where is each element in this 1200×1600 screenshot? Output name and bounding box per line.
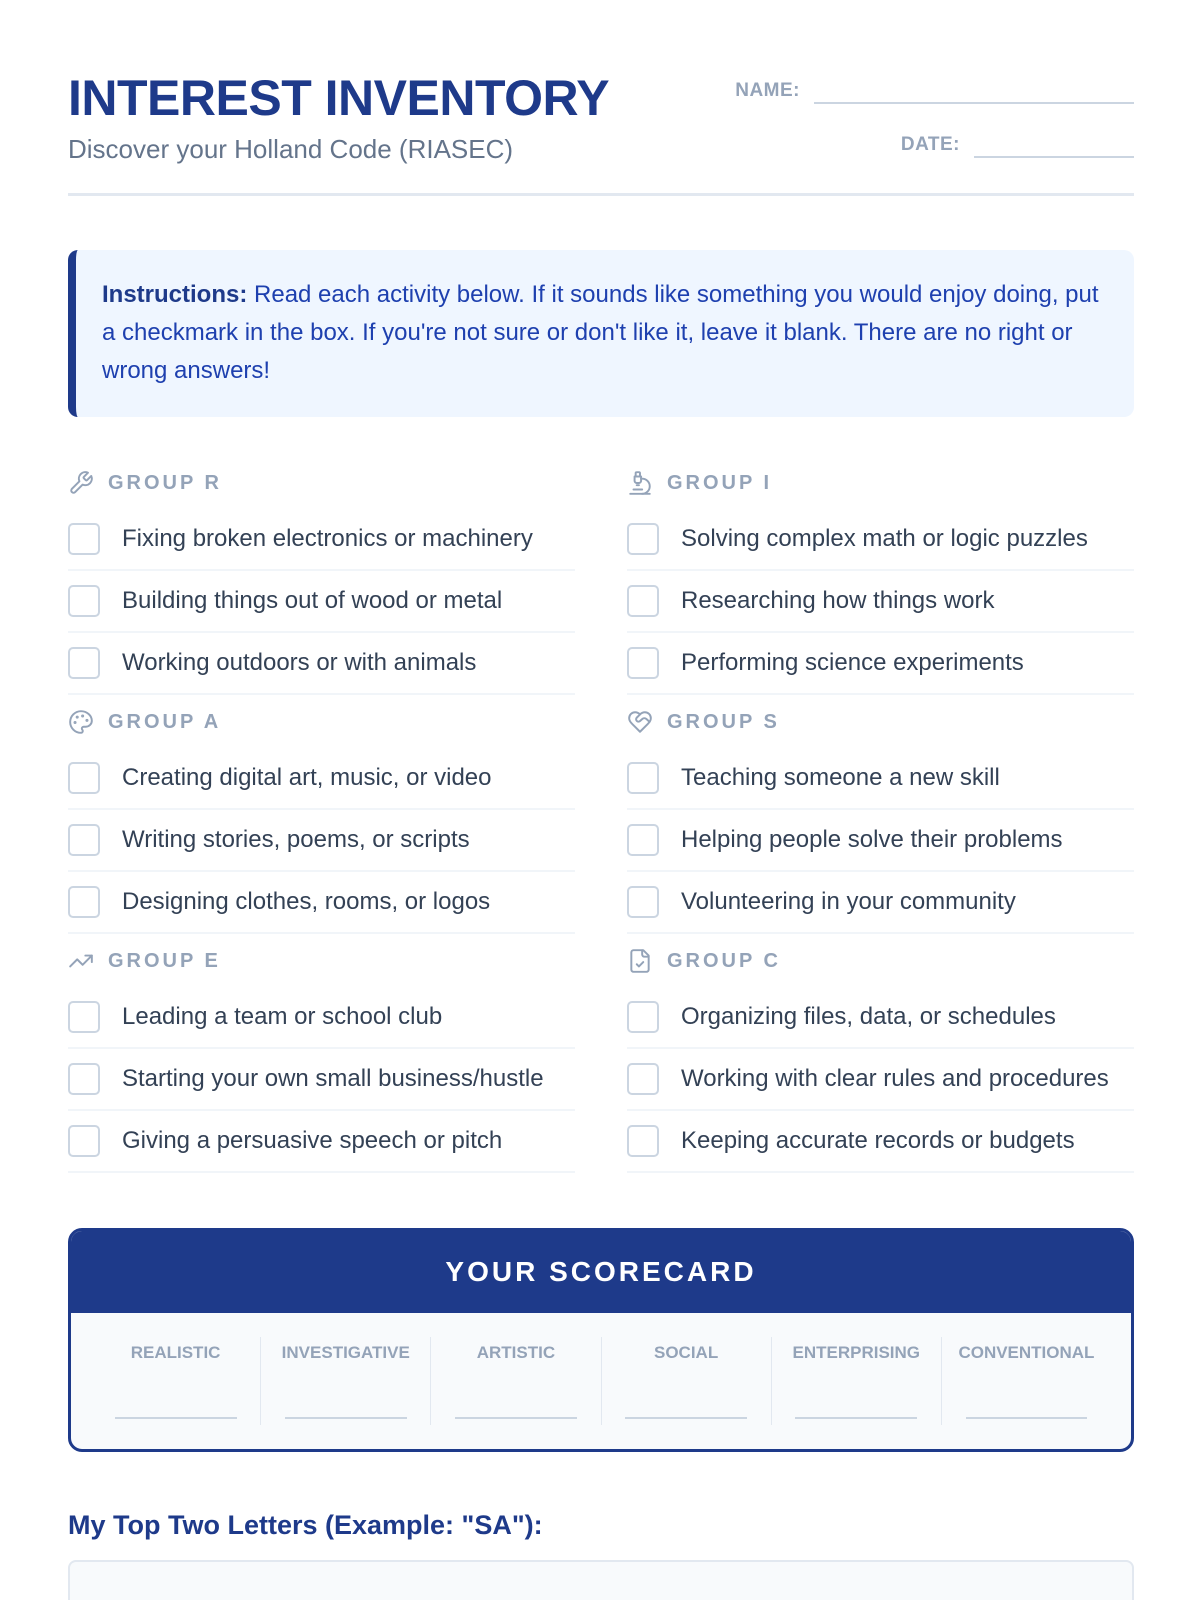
list-item xyxy=(68,872,575,934)
activity-label: Creating digital art, music, or video xyxy=(122,764,492,791)
instructions-lead: Instructions: xyxy=(102,281,248,308)
file-check-icon xyxy=(627,948,653,974)
date-label: DATE: xyxy=(900,134,960,155)
scorecard-row xyxy=(71,1313,1131,1449)
activity-label: Performing science experiments xyxy=(681,649,1024,676)
activity-label: Working outdoors or with animals xyxy=(122,649,477,676)
worksheet-header xyxy=(68,70,1134,196)
score-cell-conventional xyxy=(942,1337,1111,1425)
date-field xyxy=(901,132,1134,158)
heart-handshake-icon xyxy=(627,709,653,735)
top-two-label: My Top Two Letters (Example: "SA"): xyxy=(68,1510,543,1540)
activity-checkbox[interactable] xyxy=(68,824,100,856)
activity-label: Teaching someone a new skill xyxy=(681,764,1000,791)
activity-label: Building things out of wood or metal xyxy=(122,587,503,614)
activity-label: Researching how things work xyxy=(681,587,995,614)
score-input-line[interactable] xyxy=(285,1417,407,1419)
group-title: GROUP R xyxy=(108,471,222,494)
list-item xyxy=(68,748,575,810)
score-cell-enterprising xyxy=(772,1337,942,1425)
list-item xyxy=(627,987,1134,1049)
list-item xyxy=(68,509,575,571)
activity-label: Writing stories, poems, or scripts xyxy=(122,826,470,853)
list-item xyxy=(627,872,1134,934)
list-item xyxy=(68,633,575,695)
activity-checkbox[interactable] xyxy=(627,523,659,555)
group-title: GROUP S xyxy=(667,710,780,733)
score-input-line[interactable] xyxy=(795,1417,917,1419)
score-label: INVESTIGATIVE xyxy=(281,1343,410,1362)
list-item xyxy=(68,1049,575,1111)
activity-label: Keeping accurate records or budgets xyxy=(681,1127,1075,1154)
trending-up-icon xyxy=(68,948,94,974)
group-r xyxy=(68,457,575,695)
activity-label: Leading a team or school club xyxy=(122,1003,443,1030)
activity-checkbox[interactable] xyxy=(68,886,100,918)
score-label: ENTERPRISING xyxy=(792,1343,921,1362)
group-header xyxy=(627,457,1134,509)
group-a xyxy=(68,696,575,934)
group-header xyxy=(68,696,575,748)
group-header xyxy=(627,935,1134,987)
activity-checkbox[interactable] xyxy=(68,1063,100,1095)
list-item xyxy=(627,748,1134,810)
activity-label: Starting your own small business/hustle xyxy=(122,1065,544,1092)
activity-label: Designing clothes, rooms, or logos xyxy=(122,888,491,915)
page-title: INTEREST INVENTORY xyxy=(68,70,610,126)
scorecard-title: YOUR SCORECARD xyxy=(71,1231,1131,1313)
score-cell-artistic xyxy=(431,1337,601,1425)
name-input-line[interactable] xyxy=(814,78,1134,104)
activity-checkbox[interactable] xyxy=(68,647,100,679)
activity-label: Giving a persuasive speech or pitch xyxy=(122,1127,503,1154)
group-title: GROUP C xyxy=(667,949,781,972)
activity-checkbox[interactable] xyxy=(68,762,100,794)
scorecard xyxy=(68,1228,1134,1452)
score-label: REALISTIC xyxy=(130,1343,221,1362)
score-cell-social xyxy=(602,1337,772,1425)
score-label: SOCIAL xyxy=(653,1343,719,1362)
activity-label: Helping people solve their problems xyxy=(681,826,1063,853)
score-input-line[interactable] xyxy=(966,1417,1088,1419)
activity-label: Solving complex math or logic puzzles xyxy=(681,525,1088,552)
group-header xyxy=(68,935,575,987)
activity-checkbox[interactable] xyxy=(627,1125,659,1157)
date-input-line[interactable] xyxy=(974,132,1134,158)
activity-label: Working with clear rules and procedures xyxy=(681,1065,1109,1092)
score-label: CONVENTIONAL xyxy=(958,1343,1095,1362)
group-title: GROUP E xyxy=(108,949,221,972)
list-item xyxy=(627,509,1134,571)
group-e xyxy=(68,935,575,1173)
instructions-text: Read each activity below. If it sounds like something you would enjoy doing, put a checkmark in the box. If you're not sure or don't like it, leave it blank. There are no right or wrong answers! xyxy=(102,281,1099,384)
activity-checkbox[interactable] xyxy=(627,585,659,617)
list-item xyxy=(627,633,1134,695)
activity-checkbox[interactable] xyxy=(68,1001,100,1033)
list-item xyxy=(627,571,1134,633)
list-item xyxy=(68,987,575,1049)
name-label: NAME: xyxy=(735,80,800,101)
wrench-icon xyxy=(68,470,94,496)
activity-checkbox[interactable] xyxy=(68,523,100,555)
activity-checkbox[interactable] xyxy=(68,1125,100,1157)
palette-icon xyxy=(68,709,94,735)
microscope-icon xyxy=(627,470,653,496)
group-title: GROUP A xyxy=(108,710,222,733)
group-header xyxy=(627,696,1134,748)
group-i xyxy=(627,457,1134,695)
group-s xyxy=(627,696,1134,934)
top-two-input[interactable] xyxy=(68,1560,1134,1600)
page-subtitle: Discover your Holland Code (RIASEC) xyxy=(68,134,514,164)
activity-checkbox[interactable] xyxy=(627,886,659,918)
score-cell-realistic xyxy=(91,1337,261,1425)
list-item xyxy=(627,1049,1134,1111)
activity-checkbox[interactable] xyxy=(627,824,659,856)
score-input-line[interactable] xyxy=(115,1417,237,1419)
score-input-line[interactable] xyxy=(625,1417,747,1419)
list-item xyxy=(68,571,575,633)
list-item xyxy=(627,810,1134,872)
list-item xyxy=(627,1111,1134,1173)
group-header xyxy=(68,457,575,509)
activity-label: Fixing broken electronics or machinery xyxy=(122,525,533,552)
activity-checkbox[interactable] xyxy=(627,1063,659,1095)
list-item xyxy=(68,810,575,872)
activity-checkbox[interactable] xyxy=(627,647,659,679)
list-item xyxy=(68,1111,575,1173)
group-title: GROUP I xyxy=(667,471,773,494)
group-c xyxy=(627,935,1134,1173)
score-label: ARTISTIC xyxy=(476,1343,556,1362)
name-field xyxy=(735,78,1134,104)
instructions-box xyxy=(68,250,1134,417)
activity-checkbox[interactable] xyxy=(627,762,659,794)
activity-checkbox[interactable] xyxy=(627,1001,659,1033)
score-input-line[interactable] xyxy=(455,1417,577,1419)
score-cell-investigative xyxy=(261,1337,431,1425)
activity-label: Volunteering in your community xyxy=(681,888,1016,915)
activity-label: Organizing files, data, or schedules xyxy=(681,1003,1056,1030)
activity-checkbox[interactable] xyxy=(68,585,100,617)
